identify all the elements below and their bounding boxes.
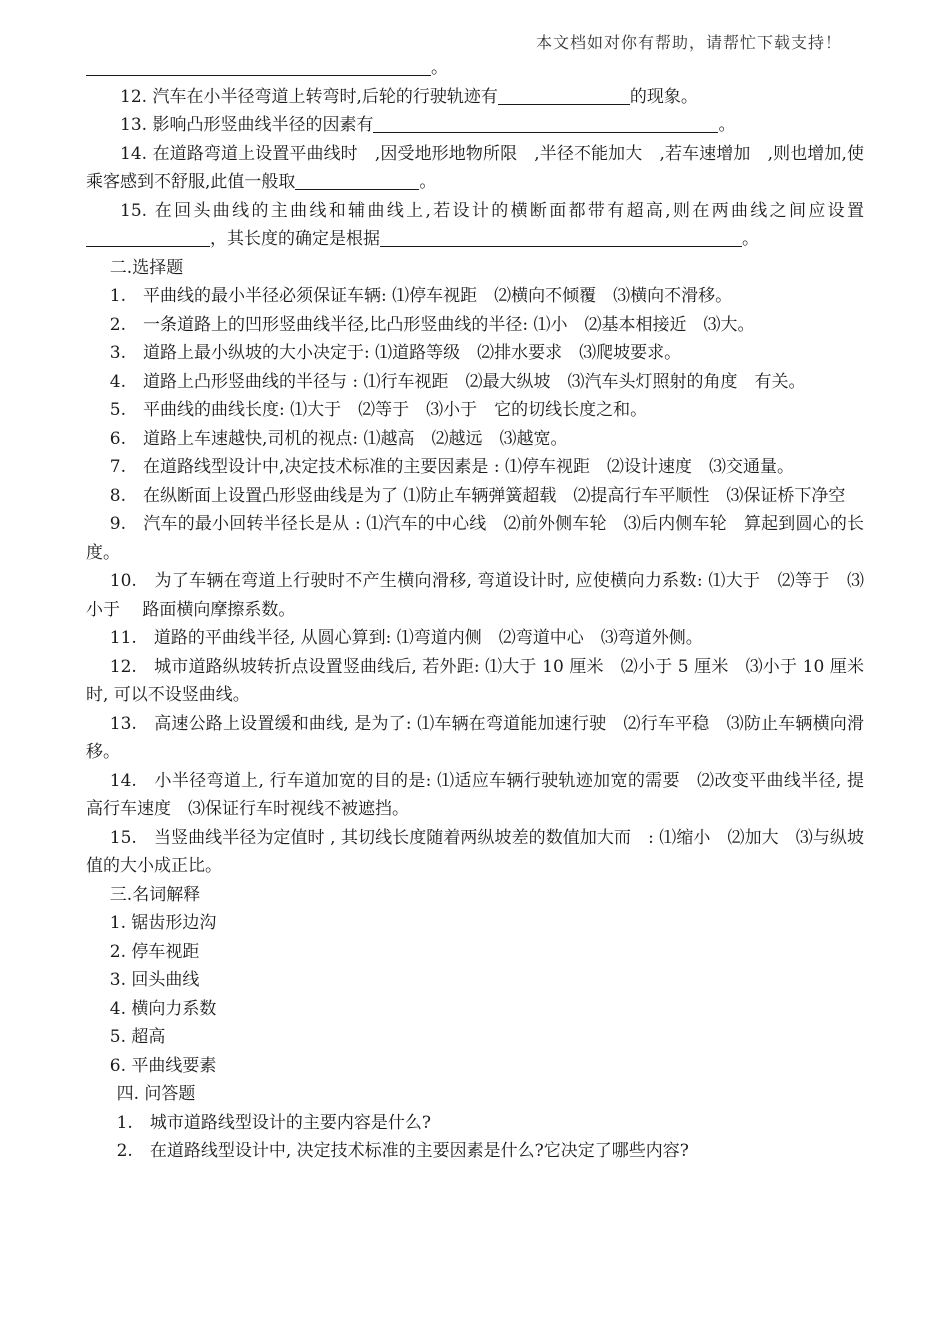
choice-question: 5. 平曲线的曲线长度: ⑴大于 ⑵等于 ⑶小于 它的切线长度之和。: [109, 400, 648, 420]
choice-question: 14. 小半径弯道上, 行车道加宽的目的是: ⑴适应车辆行驶轨迹加宽的需要 ⑵改变平曲线半径, 提高行车速度 ⑶保证行车时视线不被遮挡。: [86, 770, 864, 819]
fill-question-12: 12. 汽车在小半径弯道上转弯时,后轮的行驶轨迹有 的现象。: [120, 86, 698, 107]
choice-question: 9. 汽车的最小回转半径长是从 : ⑴汽车的中心线 ⑵前外侧车轮 ⑶后内侧车轮 算起到圆心的长度。: [86, 514, 864, 563]
term-item: 6. 平曲线要素: [109, 1055, 217, 1076]
answer-blank: [373, 115, 718, 133]
fill-question-15: 15. 在回头曲线的主曲线和辅曲线上,若设计的横断面都带有超高,则在两曲线之间应设置，其长度的确定是根据 。: [86, 197, 864, 254]
prev-question-tail: 。: [86, 54, 864, 83]
choice-question: 1. 平曲线的最小半径必须保证车辆: ⑴停车视距 ⑵横向不倾覆 ⑶横向不滑移。: [109, 286, 733, 306]
choice-question: 10. 为了车辆在弯道上行驶时不产生横向滑移, 弯道设计时, 应使横向力系数: ⑴大于 ⑵等于 ⑶小于 路面横向摩擦系数。: [86, 571, 864, 620]
choice-question: 7. 在道路线型设计中,决定技术标准的主要因素是 : ⑴停车视距 ⑵设计速度 ⑶交通量。: [109, 457, 794, 477]
choice-question: 3. 道路上最小纵坡的大小决定于: ⑴道路等级 ⑵排水要求 ⑶爬坡要求。: [109, 343, 682, 363]
answer-blank: [86, 229, 210, 247]
choice-question: 13. 高速公路上设置缓和曲线, 是为了: ⑴车辆在弯道能加速行驶 ⑵行车平稳 ⑶防止车辆横向滑移。: [86, 713, 864, 762]
answer-blank: [380, 229, 742, 247]
term-item: 5. 超高: [109, 1027, 166, 1047]
answer-blank: [295, 172, 419, 190]
document-body: [86, 54, 881, 1166]
choice-question-list: [86, 282, 881, 881]
fill-question-14: 14. 在道路弯道上设置平曲线时 ,因受地形地物所限 ,半径不能加大 ,若车速增加 ,则也增加,使乘客感到不舒服,此值一般取 。: [86, 143, 864, 192]
choice-question: 2. 一条道路上的凹形竖曲线半径,比凸形竖曲线的半径: ⑴小 ⑵基本相接近 ⑶大。: [109, 314, 755, 335]
answer-blank: [498, 87, 630, 105]
term-item: 2. 停车视距: [109, 941, 200, 962]
choice-question: 4. 道路上凸形竖曲线的半径与 : ⑴行车视距 ⑵最大纵坡 ⑶汽车头灯照射的角度 有关。: [109, 371, 806, 392]
choice-question: 12. 城市道路纵坡转折点设置竖曲线后, 若外距: ⑴大于 10 厘米 ⑵小于 5 厘米 ⑶小于 10 厘米 时, 可以不设竖曲线。: [86, 656, 881, 705]
choice-question: 15. 当竖曲线半径为定值时 , 其切线长度随着两纵坡差的数值加大而 : ⑴缩小 ⑵加大 ⑶与纵坡值的大小成正比。: [86, 827, 864, 876]
qa-list: [86, 1109, 864, 1166]
fill-question-13: 13. 影响凸形竖曲线半径的因素有 。: [120, 115, 736, 135]
term-list: [86, 909, 864, 1080]
header-note: 本文档如对你有帮助，请帮忙下载支持！: [535, 33, 842, 52]
choice-question: 11. 道路的平曲线半径, 从圆心算到: ⑴弯道内侧 ⑵弯道中心 ⑶弯道外侧。: [109, 628, 703, 648]
section-title-qa: 四. 问答题: [116, 1084, 196, 1104]
term-item: 3. 回头曲线: [109, 970, 200, 990]
term-item: 4. 横向力系数: [109, 998, 217, 1019]
section-title-terms: 三.名词解释: [109, 884, 201, 905]
answer-blank: [86, 58, 431, 76]
qa-item: 1. 城市道路线型设计的主要内容是什么?: [116, 1112, 431, 1133]
term-item: 1. 锯齿形边沟: [109, 913, 217, 933]
section-title-choice: 二.选择题: [109, 257, 184, 278]
choice-question: 6. 道路上车速越快,司机的视点: ⑴越高 ⑵越远 ⑶越宽。: [109, 428, 568, 449]
qa-item: 2. 在道路线型设计中, 决定技术标准的主要因素是什么?它决定了哪些内容?: [116, 1141, 689, 1161]
choice-question: 8. 在纵断面上设置凸形竖曲线是为了 ⑴防止车辆弹簧超载 ⑵提高行车平顺性 ⑶保证桥下净空: [109, 485, 846, 506]
